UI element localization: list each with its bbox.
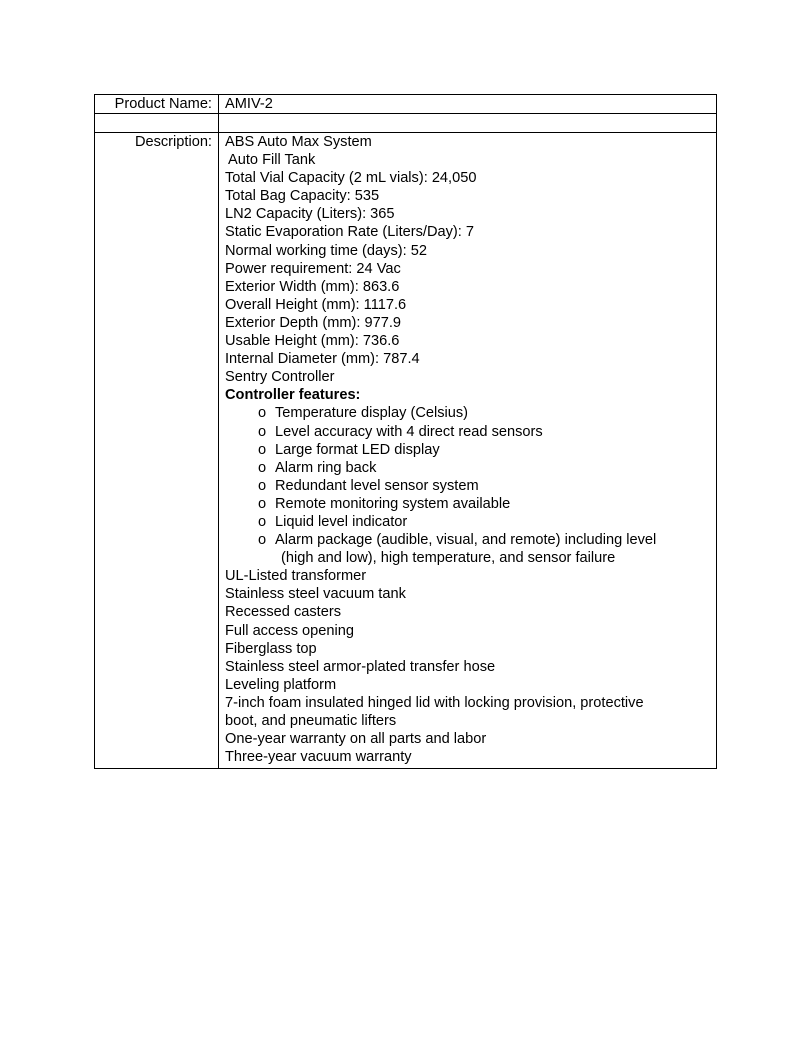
spec-line: LN2 Capacity (Liters): 365 — [225, 206, 395, 223]
features-heading: Controller features: — [225, 387, 361, 404]
feature-text: Temperature display (Celsius) — [275, 405, 469, 422]
spec-line: Static Evaporation Rate (Liters/Day): 7 — [225, 224, 475, 241]
spec-line: Normal working time (days): 52 — [225, 242, 427, 259]
extra-line: 7-inch foam insulated hinged lid with locking provision, protective — [225, 694, 644, 711]
empty-value-cell — [219, 114, 716, 132]
feature-text: Liquid level indicator — [275, 513, 408, 530]
description-title: ABS Auto Max System — [225, 134, 372, 150]
extra-line: Fiberglass top — [225, 640, 317, 657]
feature-continuation: (high and low), high temperature, and sensor failure — [281, 550, 616, 567]
feature-text: Redundant level sensor system — [275, 477, 479, 494]
empty-label-cell — [95, 114, 219, 132]
feature-text: Level accuracy with 4 direct read sensors — [275, 423, 543, 440]
description-label: Description: — [95, 133, 219, 768]
product-table — [94, 94, 717, 769]
feature-item — [225, 459, 716, 477]
feature-item — [225, 404, 716, 422]
spec-line: Total Vial Capacity (2 mL vials): 24,050 — [225, 170, 477, 187]
bullet-icon: o — [258, 532, 267, 549]
extra-line: Stainless steel vacuum tank — [225, 586, 406, 603]
bullet-icon: o — [258, 459, 267, 476]
extra-line: boot, and pneumatic lifters — [225, 713, 397, 729]
bullet-icon: o — [258, 495, 267, 512]
feature-item — [225, 513, 716, 531]
description-value — [219, 133, 716, 768]
extra-line: Leveling platform — [225, 676, 337, 693]
product-name-label: Product Name: — [95, 95, 219, 113]
extra-line: UL-Listed transformer — [225, 568, 367, 585]
bullet-icon: o — [258, 513, 267, 530]
bullet-icon: o — [258, 441, 267, 458]
extra-line: Three-year vacuum warranty — [225, 749, 412, 766]
feature-text: Large format LED display — [275, 441, 440, 458]
feature-text: Alarm ring back — [275, 459, 377, 476]
spec-line: Total Bag Capacity: 535 — [225, 188, 380, 205]
spec-line: Usable Height (mm): 736.6 — [225, 333, 400, 350]
empty-row — [95, 114, 716, 133]
feature-item — [225, 495, 716, 513]
feature-text: Remote monitoring system available — [275, 495, 511, 512]
bullet-icon: o — [258, 405, 267, 422]
extra-line: Full access opening — [225, 622, 354, 639]
spec-line: Exterior Width (mm): 863.6 — [225, 278, 400, 295]
spec-line: Internal Diameter (mm): 787.4 — [225, 351, 420, 368]
description-subtitle: Auto Fill Tank — [228, 152, 316, 169]
description-row — [95, 133, 716, 768]
extra-line: Recessed casters — [225, 604, 341, 621]
spec-line: Sentry Controller — [225, 369, 335, 386]
spec-line: Power requirement: 24 Vac — [225, 260, 401, 277]
product-name-value: AMIV-2 — [225, 96, 273, 112]
feature-item — [225, 423, 716, 441]
product-name-row — [95, 95, 716, 114]
spec-line: Exterior Depth (mm): 977.9 — [225, 314, 401, 331]
extra-line: One-year warranty on all parts and labor — [225, 731, 487, 748]
bullet-icon: o — [258, 423, 267, 440]
feature-text: Alarm package (audible, visual, and remote) including level — [275, 532, 657, 549]
extra-line: Stainless steel armor-plated transfer hose — [225, 658, 496, 675]
feature-item — [225, 477, 716, 495]
feature-item — [225, 441, 716, 459]
feature-item — [225, 531, 716, 549]
bullet-icon: o — [258, 477, 267, 494]
spec-line: Overall Height (mm): 1117.6 — [225, 296, 407, 313]
